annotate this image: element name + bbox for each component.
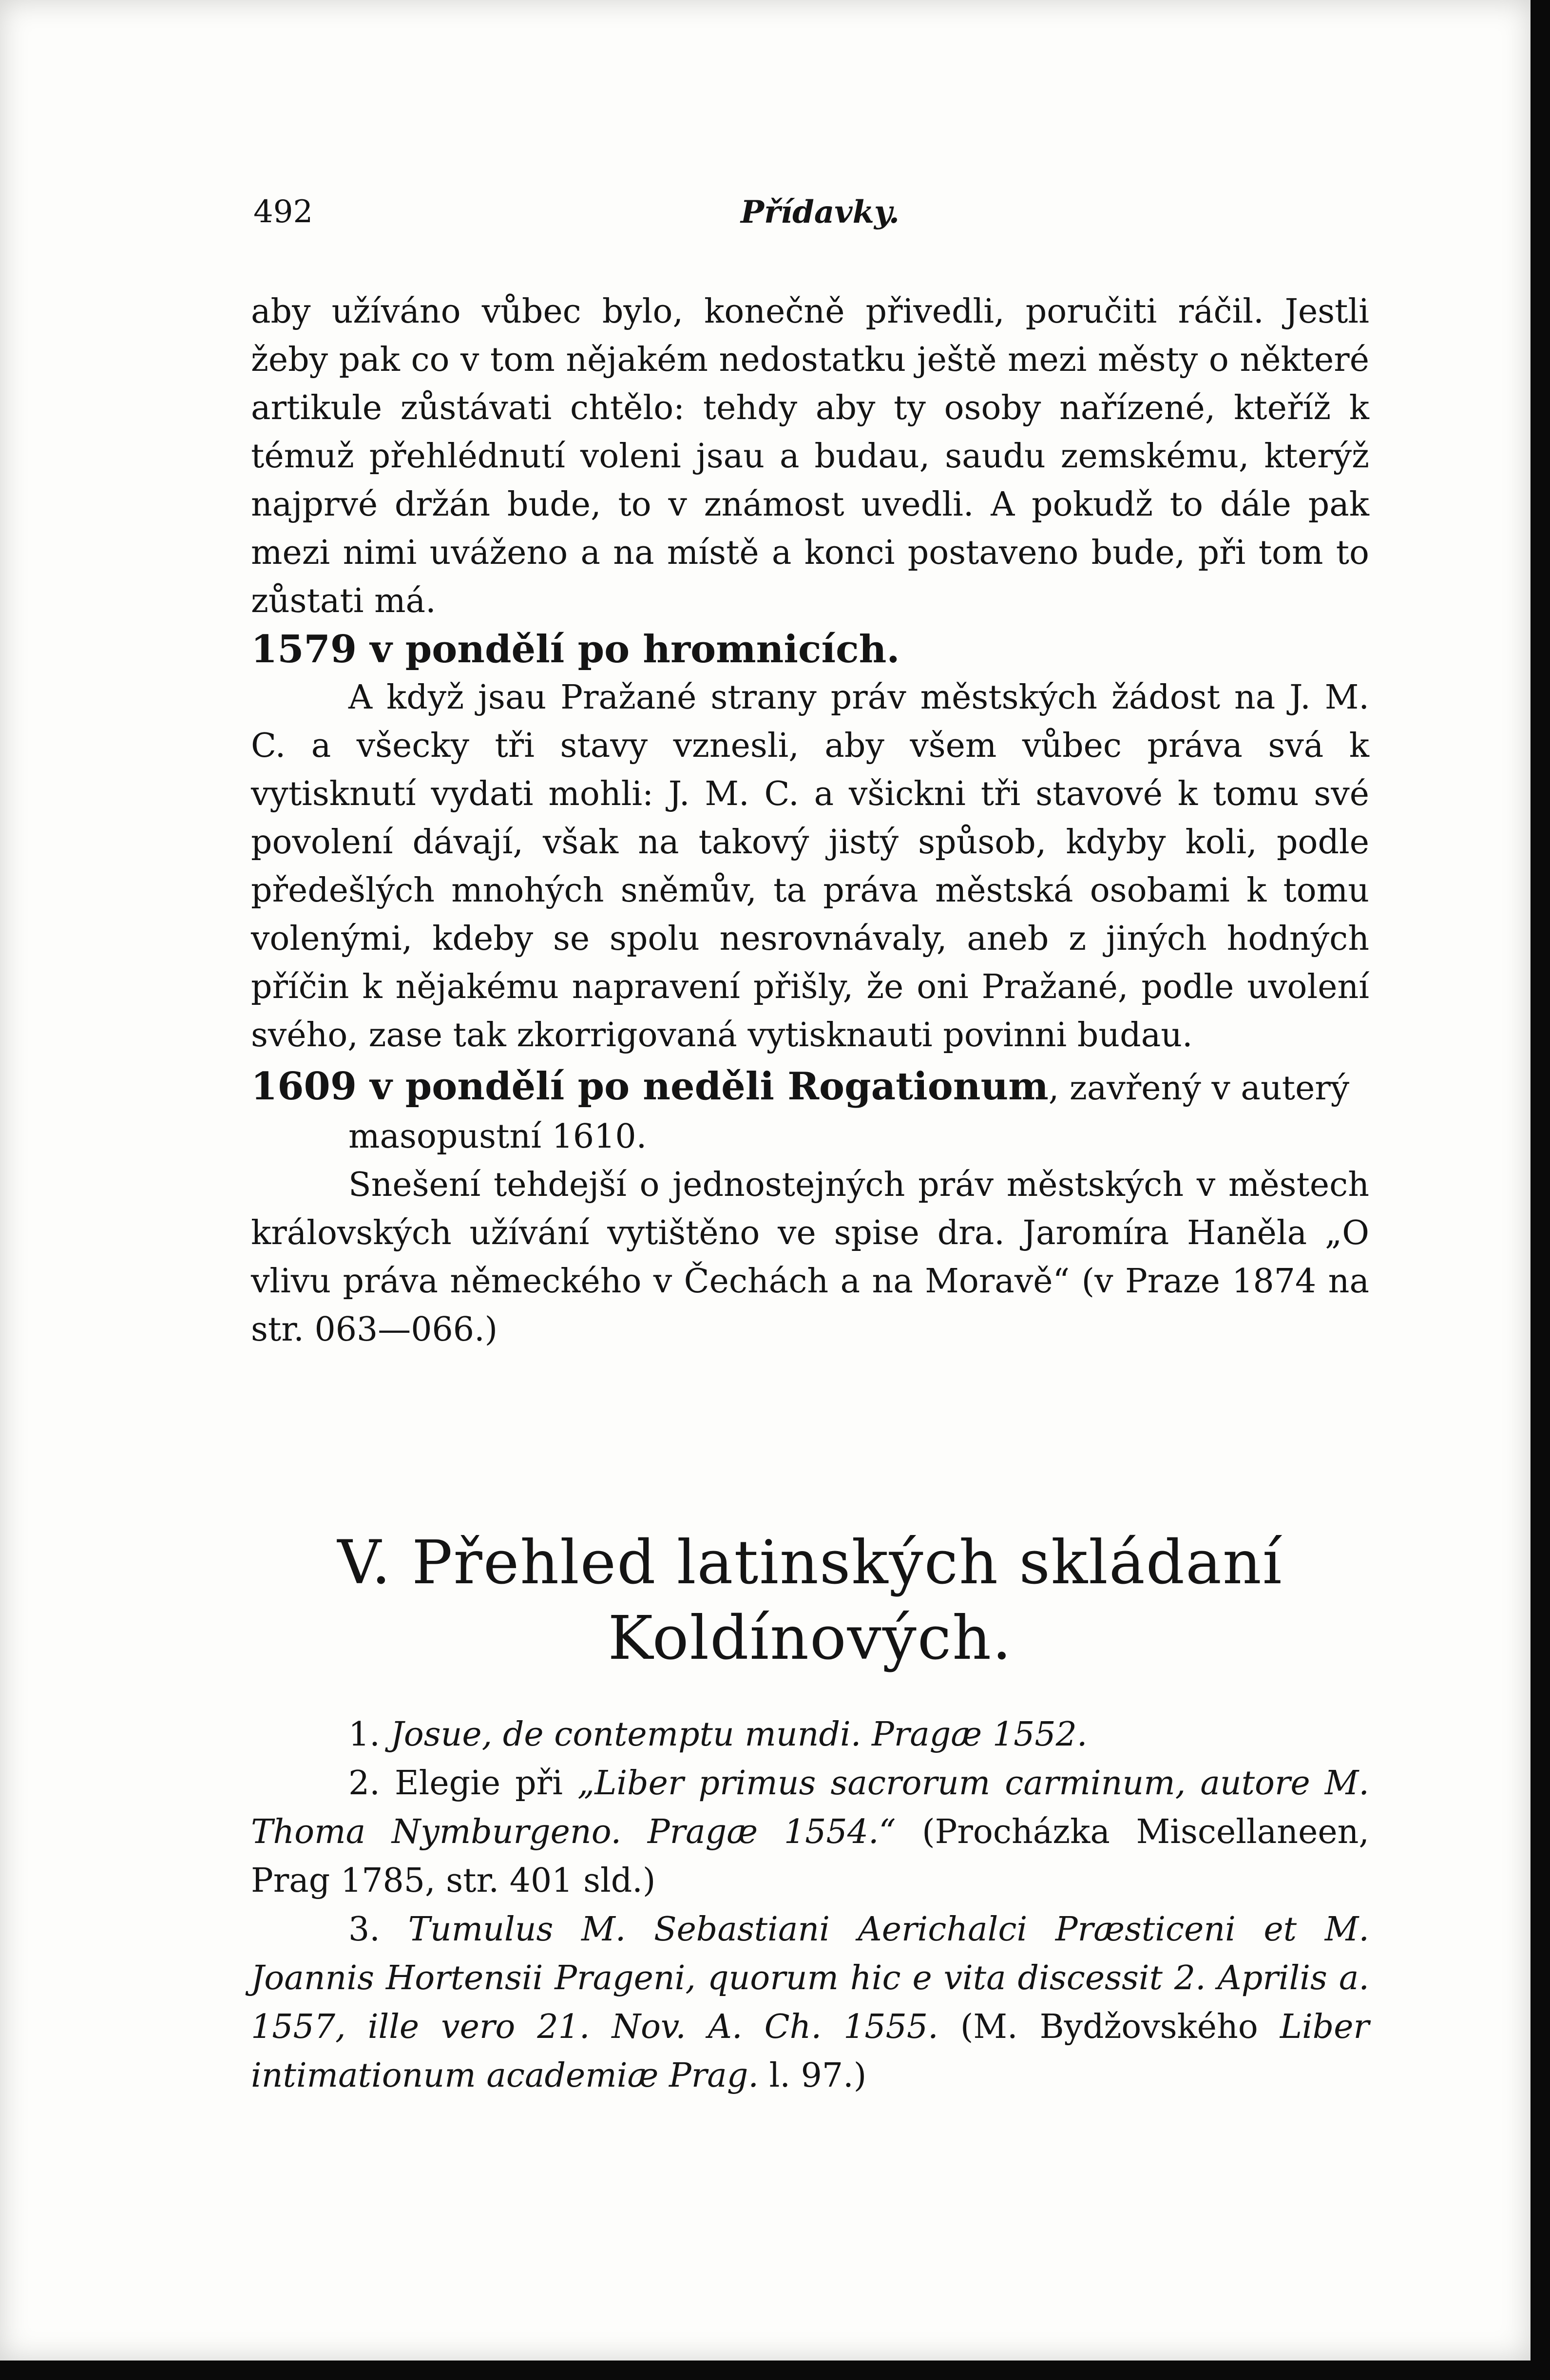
date-heading-1579: 1579 v pondělí po hromnicích.: [251, 627, 900, 672]
bibliography-list: [251, 1710, 1369, 2100]
date-heading-1609-bold: 1609 v pondělí po neděli Rogationum: [251, 1064, 1049, 1109]
paragraph-continuation: aby užíváno vůbec bylo, konečně přivedli, poručiti ráčil. Jestli žeby pak co v tom nějakém nedostatku ještě mezi městy o některé artikule zůstávati chtělo: tehdy aby ty osoby nařízené, kteříž k témuž přehlédnutí voleni jsau a budau, saudu zemskému, kterýž najprvé držán bude, to v známost uvedli. A pokudž to dále pak mezi nimi uváženo a na místě a konci postaveno bude, při tom to zůstati má.: [251, 292, 1369, 620]
list-item: [251, 1710, 1369, 1759]
running-title: Přídavky.: [741, 194, 900, 230]
date-heading-1609: [251, 1062, 1369, 1161]
list-item-number: 2.: [348, 1764, 380, 1803]
paragraph-1609: Snešení tehdejší o jednostejných práv městských v městech královských užívání vytištěno ve spise dra. Jaromíra Haněla „O vlivu práva německého v Čechách a na Moravě“ (v Praze 1874 na str. 063—066.): [251, 1166, 1369, 1349]
list-item-number: 1.: [348, 1715, 380, 1754]
list-item-title: Tumulus M. Sebastiani Aerichalci Præsticeni et M. Joannis Hortensii Prageni, quorum hic e vita discessit 2. Aprilis a. 1557, ille vero 21. Nov. A. Ch. 1555.: [251, 1910, 1369, 2046]
list-item-text: Elegie při: [394, 1764, 577, 1803]
list-item-title: „Liber primus sacrorum carminum, autore M. Thoma Nymburgeno. Pragæ 1554.“: [251, 1764, 1370, 1851]
list-item-title: Liber intimationum academiæ Prag.: [251, 2008, 1369, 2095]
main-text: [251, 288, 1369, 1354]
date-heading-1609-rest: , zavřený v auterý masopustní 1610.: [348, 1069, 1350, 1156]
page-header: [253, 194, 1369, 238]
list-item: [251, 1759, 1369, 1905]
section-title: V. Přehled latinských skládaní Koldínových.: [337, 1528, 1283, 1673]
list-item-number: 3.: [348, 1910, 380, 1949]
paragraph-1579: A když jsau Pražané strany práv městských žádost na J. M. C. a všecky tři stavy vznesli, aby všem vůbec práva svá k vytisknutí vydati mohli: J. M. C. a všickni tři stavové k tomu své povolení dávají, však na takový jistý spůsob, kdyby koli, podle předešlých mnohých sněmův, ta práva městská osobami k tomu volenými, kdeby se spolu nesrovnávaly, aneb z jiných hodných příčin k nějakému napravení přišly, že oni Pražané, podle uvolení svého, zase tak zkorrigovaná vytisknauti povinni budau.: [251, 678, 1369, 1055]
list-item: [251, 1905, 1369, 2100]
page-number: 492: [253, 194, 313, 230]
list-item-title: Josue, de contemptu mundi. Pragæ 1552.: [390, 1715, 1088, 1754]
list-item-text: l. 97.): [758, 2056, 867, 2095]
list-item-text: (M. Bydžovského: [938, 2008, 1280, 2046]
list-item-text: (Procházka Miscellaneen, Prag 1785, str. 401 sld.): [251, 1813, 1369, 1900]
